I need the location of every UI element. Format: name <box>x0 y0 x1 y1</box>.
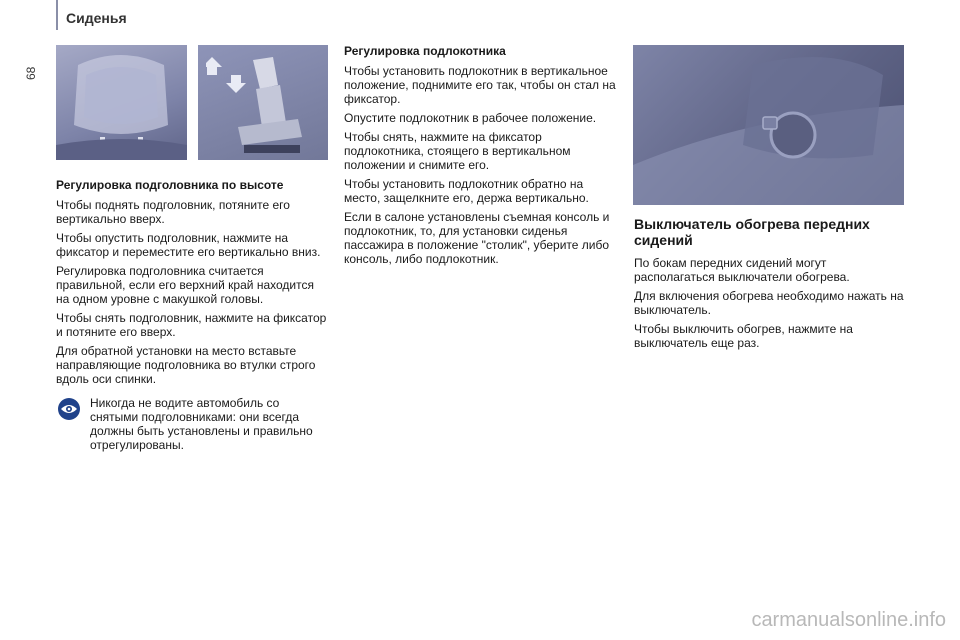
armrest-illustration <box>633 45 904 205</box>
headrest-heading: Регулировка подголовника по высоте <box>56 178 284 192</box>
headrest-photo <box>56 45 187 160</box>
headrest-paragraph: Для обратной установки на место вставьте направляющие подголовника во втулки строго вдоль оси спинки. <box>56 344 316 386</box>
headrest-warning <box>58 396 328 452</box>
margin-bar <box>56 0 58 30</box>
heating-paragraph: Чтобы выключить обогрев, нажмите на выключатель еще раз. <box>634 322 853 350</box>
armrest-photo <box>633 45 904 205</box>
heating-paragraph: Для включения обогрева необходимо нажать на выключатель. <box>634 289 904 317</box>
armrest-paragraph: Чтобы установить подлокотник в вертикальное положение, поднимите его так, чтобы он стал на фиксатор. <box>344 64 616 106</box>
headrest-illustration <box>56 45 187 160</box>
armrest-paragraph: Чтобы установить подлокотник обратно на место, защелкните его, держа вертикально. <box>344 177 589 205</box>
eye-warning-icon <box>58 398 80 420</box>
seat-photo <box>198 45 328 160</box>
section-title: Сиденья <box>66 10 127 26</box>
armrest-paragraph: Если в салоне установлены съемная консоль и подлокотник, то, для установки сиденья пассажира в положение "столик", уберите либо консоль, либо подлокотник. <box>344 210 610 266</box>
heating-section <box>634 216 904 355</box>
warning-text: Никогда не водите автомобиль со снятыми подголовниками: они всегда должны быть установлены и правильно отрегулированы. <box>90 396 313 452</box>
page-number: 68 <box>24 66 38 80</box>
heating-heading: Выключатель обогрева передних сидений <box>634 216 870 248</box>
armrest-paragraph: Чтобы снять, нажмите на фиксатор подлокотника, стоящего в вертикальном положении и снимите его. <box>344 130 571 172</box>
headrest-paragraph: Чтобы опустить подголовник, нажмите на фиксатор и переместите его вертикально вниз. <box>56 231 321 259</box>
up-down-arrows-icon <box>206 55 246 95</box>
headrest-paragraph: Регулировка подголовника считается правильной, если его верхний край находится на одном уровне с макушкой головы. <box>56 264 314 306</box>
headrest-paragraph: Чтобы снять подголовник, нажмите на фиксатор и потяните его вверх. <box>56 311 327 339</box>
headrest-section <box>56 178 330 391</box>
armrest-heading: Регулировка подлокотника <box>344 44 506 58</box>
armrest-paragraph: Опустите подлокотник в рабочее положение. <box>344 111 597 125</box>
watermark: carmanualsonline.info <box>751 609 946 631</box>
headrest-paragraph: Чтобы поднять подголовник, потяните его вертикально вверх. <box>56 198 290 226</box>
armrest-section <box>344 44 622 271</box>
heating-paragraph: По бокам передних сидений могут располагаться выключатели обогрева. <box>634 256 850 284</box>
